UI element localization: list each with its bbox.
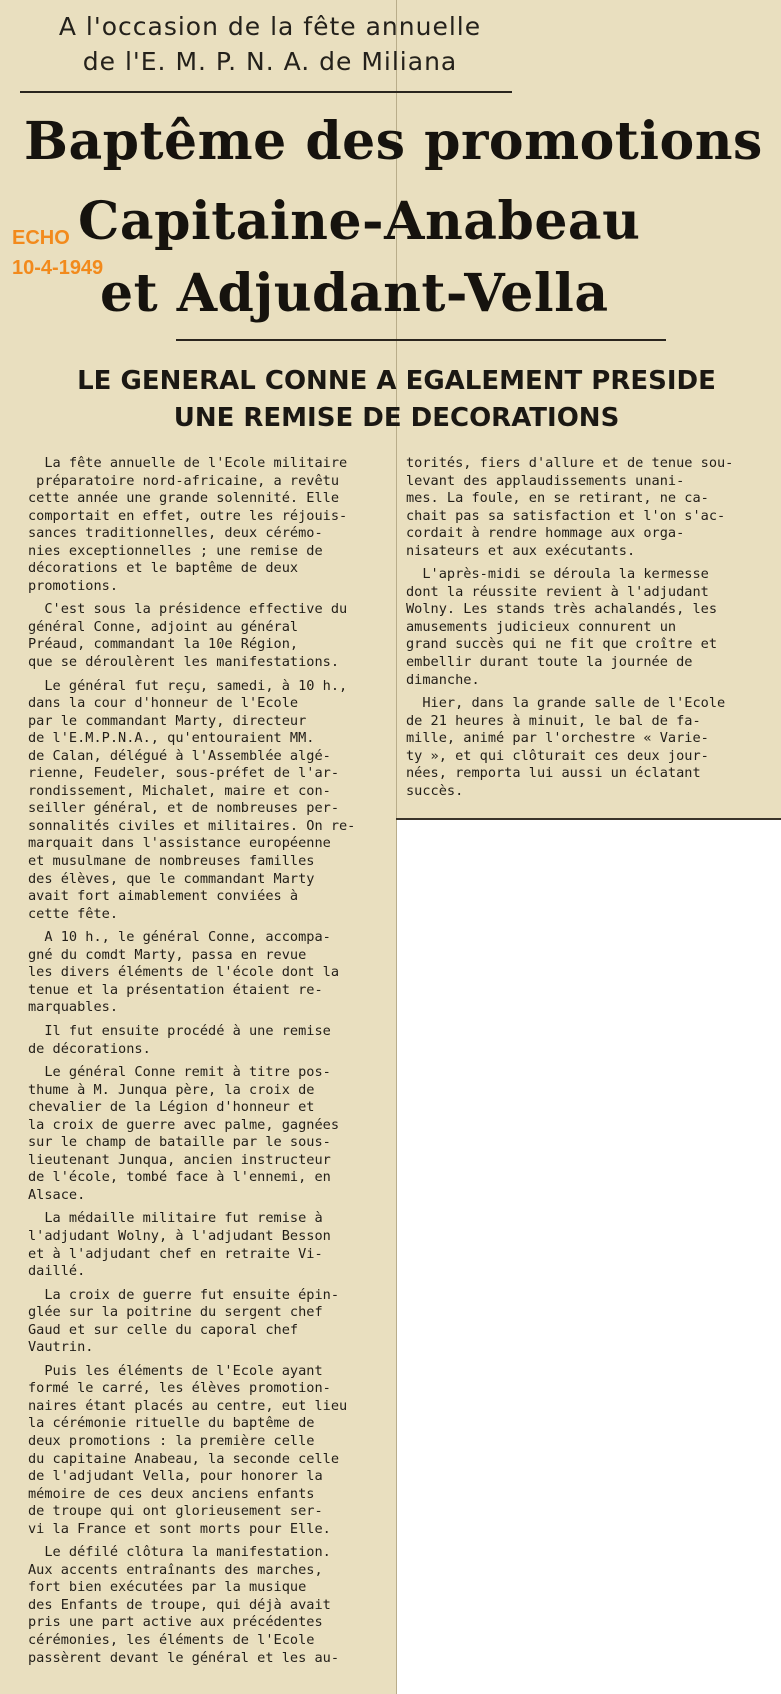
article-paragraph [28,1023,394,1058]
article-line: seiller général, et de nombreuses per- [28,800,339,817]
article-line: vi la France et sont morts pour Elle. [28,1520,331,1537]
article-line: de l'E.M.P.N.A., qu'entouraient MM. [28,730,315,747]
article-paragraph [406,695,781,800]
article-paragraph [406,455,781,560]
subheadline-line-1: LE GENERAL CONNE A EGALEMENT PRESIDE [77,366,716,396]
article-line: A 10 h., le général Conne, accompa- [28,929,331,946]
article-line: lieutenant Junqua, ancien instructeur [28,1151,331,1168]
article-line: comportait en effet, outre les réjouis- [28,507,348,524]
article-line: du capitaine Anabeau, la seconde celle [28,1450,339,1467]
article-line: nées, remporta lui aussi un éclatant [406,765,701,782]
article-line: Le défilé clôtura la manifestation. [28,1544,331,1561]
article-line: La fête annuelle de l'Ecole militaire [28,455,348,471]
article-line: Le général Conne remit à titre pos- [28,1064,331,1081]
article-line: thume à M. Junqua père, la croix de [28,1081,315,1098]
article-line: Il fut ensuite procédé à une remise [28,1022,331,1039]
kicker-line-2: de l'E. M. P. N. A. de Miliana [82,47,458,76]
kicker-line-1: A l'occasion de la fête annuelle [58,12,482,41]
article-line: naires étant placés au centre, eut lieu [28,1397,348,1414]
archive-stamp-source: ECHO [12,227,70,249]
article-line: glée sur la poitrine du sergent chef [28,1304,323,1321]
article-line: marquait dans l'assistance européenne [28,835,331,852]
article-line: fort bien exécutées par la musique [28,1579,307,1596]
article-line: Préaud, commandant la 10e Région, [28,636,299,653]
article-line: pris une part active aux précédentes [28,1614,323,1631]
article-line: Gaud et sur celle du caporal chef [28,1321,299,1338]
article-line: nisateurs et aux exécutants. [406,542,636,559]
article-line: Hier, dans la grande salle de l'Ecole [406,695,726,712]
subheadline-line-2: UNE REMISE DE DECORATIONS [173,403,620,433]
article-paragraph [28,1064,394,1204]
headline-line-3: et Adjudant-Vella [100,263,609,324]
article-paragraph [28,1287,394,1357]
article-line: de l'école, tombé face à l'ennemi, en [28,1169,331,1186]
article-line: La médaille militaire fut remise à [28,1210,323,1227]
article-paragraph [28,1544,394,1667]
article-paragraph [406,566,781,689]
article-line: C'est sous la présidence effective du [28,601,348,618]
article-line: la cérémonie rituelle du baptême de [28,1415,315,1432]
article-line: amusements judicieux connurent un [406,618,677,635]
article-line: passèrent devant le général et les au- [28,1649,339,1666]
article-line: sur le champ de bataille par le sous- [28,1134,331,1151]
article-line: formé le carré, les élèves promotion- [28,1380,331,1397]
article-line: Puis les éléments de l'Ecole ayant [28,1362,323,1379]
article-line: grand succès qui ne fit que croître et [406,636,717,653]
article-paragraph [28,601,394,671]
archive-stamp-date: 10-4-1949 [12,257,104,279]
article-line: cette année une grande solennité. Elle [28,490,339,507]
article-line: ty », et qui clôturait ces deux jour- [406,747,709,764]
article-line: daillé. [28,1263,86,1280]
article-paragraph [28,455,394,595]
article-line: général Conne, adjoint au général [28,618,299,635]
article-paragraph [28,1210,394,1280]
article-paragraph [28,1363,394,1538]
article-line: de troupe qui ont glorieusement ser- [28,1503,323,1520]
article-line: rondissement, Michalet, maire et con- [28,782,331,799]
article-line: par le commandant Marty, directeur [28,712,307,729]
article-line: de l'adjudant Vella, pour honorer la [28,1468,323,1485]
article-line: Alsace. [28,1186,86,1203]
article-line: Wolny. Les stands très achalandés, les [406,601,717,618]
article-line: la croix de guerre avec palme, gagnées [28,1116,339,1133]
article-line: promotions. [28,577,119,594]
article-line: deux promotions : la première celle [28,1432,315,1449]
article-line: cordait à rendre hommage aux orga- [406,525,685,542]
article-line: La croix de guerre fut ensuite épin- [28,1286,339,1303]
article-line: mes. La foule, en se retirant, ne ca- [406,490,709,507]
article-line: nies exceptionnelles ; une remise de [28,542,323,559]
article-line: rienne, Feudeler, sous-préfet de l'ar- [28,765,339,782]
article-line: succès. [406,782,464,799]
article-line: de décorations. [28,1040,151,1057]
article-line: L'après-midi se déroula la kermesse [406,566,709,583]
article-line: mémoire de ces deux anciens enfants [28,1485,315,1502]
article-paragraph [28,929,394,1017]
article-line: marquables. [28,999,119,1016]
article-right-column [406,455,781,800]
article-paragraph [28,678,394,924]
article-line: décorations et le baptême de deux [28,560,299,577]
article-line: gné du comdt Marty, passa en revue [28,946,307,963]
article-line: sances traditionnelles, deux cérémo- [28,525,323,542]
article-line: de Calan, délégué à l'Assemblée algé- [28,747,331,764]
article-line: les divers éléments de l'école dont la [28,964,339,981]
article-left-column [28,455,394,1667]
article-line: cette fête. [28,905,119,922]
article-line: levant des applaudissements unani- [406,472,685,489]
kicker-rule [20,91,512,93]
clipping-edge-rule [396,818,781,820]
article-line: dimanche. [406,671,480,688]
article-line: chevalier de la Légion d'honneur et [28,1099,315,1116]
article-line: que se déroulèrent les manifestations. [28,654,339,671]
article-line: préparatoire nord-africaine, a revêtu [28,472,339,489]
article-line: cérémonies, les éléments de l'Ecole [28,1632,315,1648]
headline-rule [176,339,666,341]
article-line: et à l'adjudant chef en retraite Vi- [28,1245,323,1262]
article-line: et musulmane de nombreuses familles [28,853,315,870]
article-line: dont la réussite revient à l'adjudant [406,583,709,600]
article-line: embellir durant toute la journée de [406,654,693,671]
article-line: Aux accents entraînants des marches, [28,1561,323,1578]
article-line: de 21 heures à minuit, le bal de fa- [406,712,701,729]
article-line: chait pas sa satisfaction et l'on s'ac- [406,507,726,524]
article-line: tenue et la présentation étaient re- [28,981,323,998]
article-line: torités, fiers d'allure et de tenue sou- [406,455,734,471]
article-line: dans la cour d'honneur de l'Ecole [28,695,299,712]
article-line: Le général fut reçu, samedi, à 10 h., [28,677,348,694]
headline-line-1: Baptême des promotions [24,111,763,172]
article-line: avait fort aimablement conviées à [28,888,299,905]
article-line: des Enfants de troupe, qui déjà avait [28,1596,331,1613]
article-line: sonnalités civiles et militaires. On re- [28,817,356,834]
article-line: des élèves, que le commandant Marty [28,870,315,887]
article-line: mille, animé par l'orchestre « Varie- [406,730,709,747]
article-line: l'adjudant Wolny, à l'adjudant Besson [28,1227,331,1244]
headline-line-2: Capitaine-Anabeau [78,191,641,252]
article-line: Vautrin. [28,1339,94,1356]
